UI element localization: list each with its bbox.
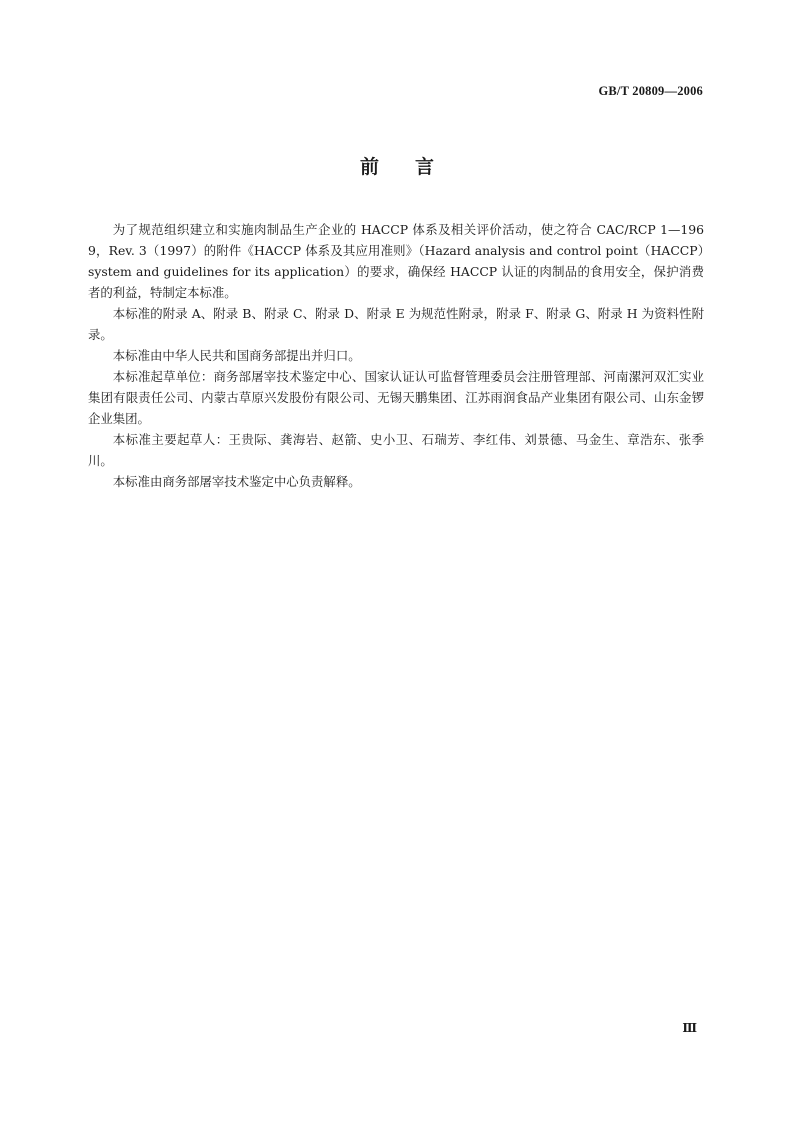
paragraph-drafters: 本标准主要起草人：王贵际、龚海岩、赵箭、史小卫、石瑞芳、李红伟、刘景德、马金生、章浩东、张季川。 xyxy=(88,432,704,468)
page-number: Ⅲ xyxy=(682,1021,697,1035)
standard-number: GB/T 20809—2006 xyxy=(598,84,703,98)
paragraph-purpose: 为了规范组织建立和实施肉制品生产企业的 HACCP 体系及相关评价活动，使之符合 CAC/RCP 1—1969，Rev. 3（1997）的附件《HACCP 体系及其应用准则》（Hazard analysis and control point（HACCP）system and guidelines for its application）的要求，确保经 HACCP 认证的肉制品的食用安全，保护消费者的利益，特制定本标准。 xyxy=(88,222,704,300)
document-body xyxy=(88,219,704,492)
page-title: 前言 xyxy=(359,156,470,178)
paragraph-proposer: 本标准由中华人民共和国商务部提出并归口。 xyxy=(112,348,361,363)
paragraph-interpretation: 本标准由商务部屠宰技术鉴定中心负责解释。 xyxy=(112,474,361,489)
paragraph-drafting-units: 本标准起草单位：商务部屠宰技术鉴定中心、国家认证认可监督管理委员会注册管理部、河南漯河双汇实业集团有限责任公司、内蒙古草原兴发股份有限公司、无锡天鹏集团、江苏雨润食品产业集团有限公司、山东金锣企业集团。 xyxy=(88,369,704,426)
paragraph-annexes: 本标准的附录 A、附录 B、附录 C、附录 D、附录 E 为规范性附录，附录 F、附录 G、附录 H 为资料性附录。 xyxy=(88,306,704,342)
